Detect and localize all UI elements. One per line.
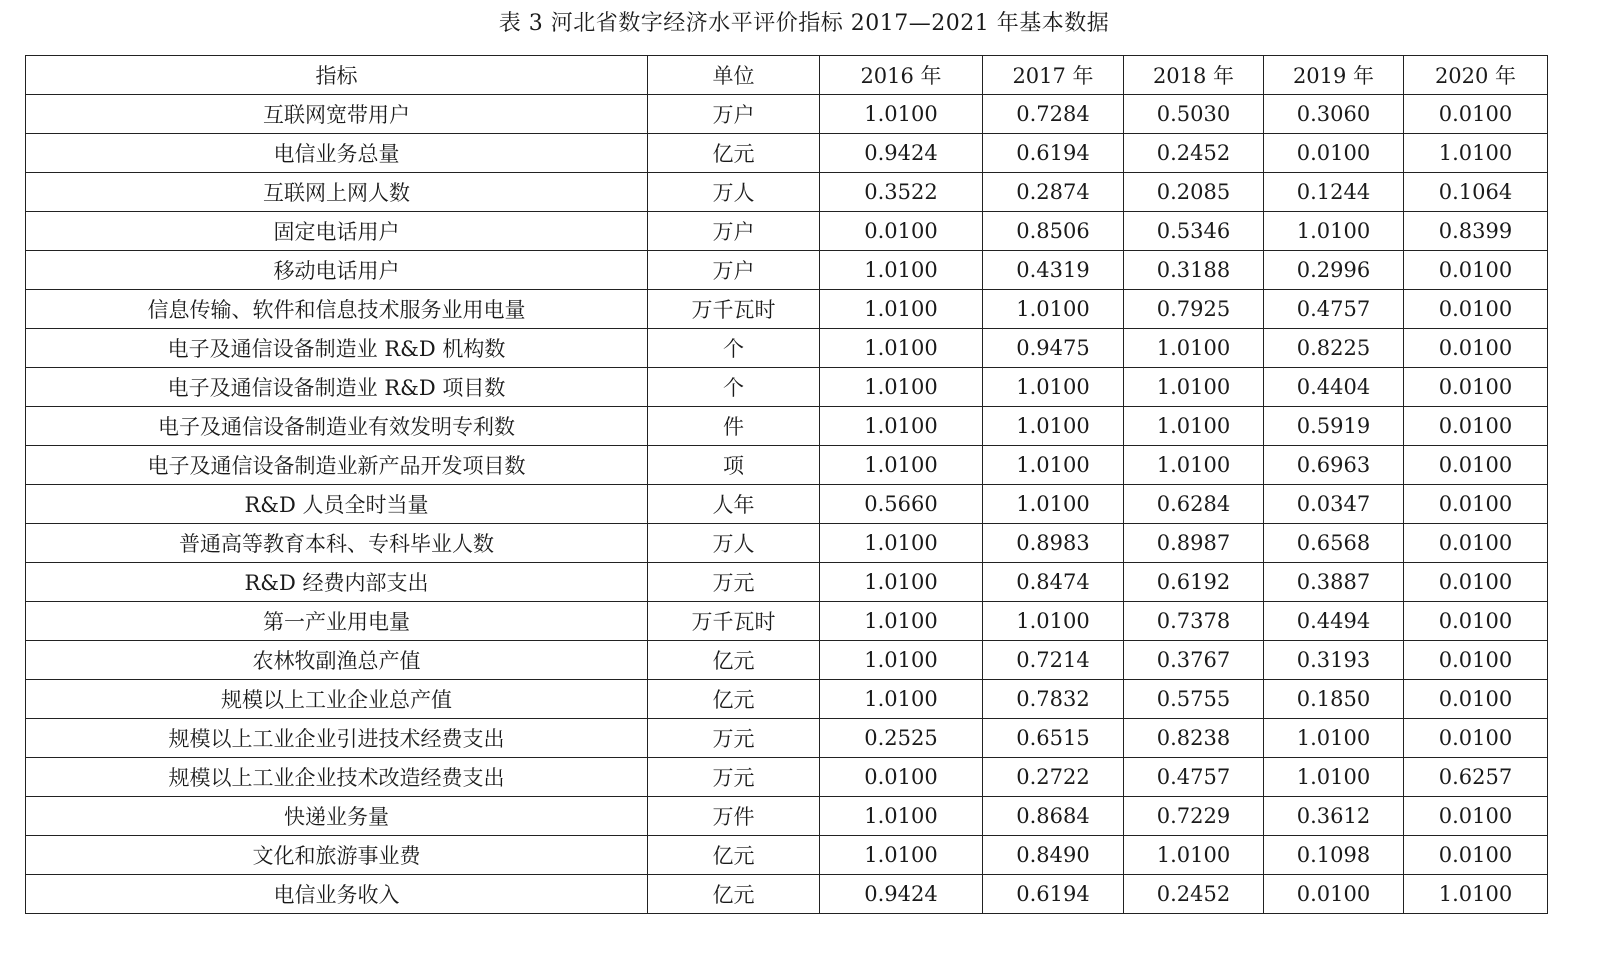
indicator-cell: 信息传输、软件和信息技术服务业用电量: [26, 290, 648, 329]
value-cell: 0.4757: [1264, 290, 1404, 329]
value-cell: 0.2452: [1124, 134, 1264, 173]
table-row: [26, 875, 1548, 914]
value-cell: 1.0100: [820, 563, 983, 602]
unit-cell: 万户: [648, 212, 820, 251]
value-cell: 1.0100: [1404, 875, 1548, 914]
indicator-cell: 快递业务量: [26, 797, 648, 836]
value-cell: 0.8506: [983, 212, 1124, 251]
value-cell: 0.6257: [1404, 758, 1548, 797]
indicator-cell: 移动电话用户: [26, 251, 648, 290]
indicator-cell: 普通高等教育本科、专科毕业人数: [26, 524, 648, 563]
unit-cell: 万元: [648, 758, 820, 797]
value-cell: 0.0100: [1404, 563, 1548, 602]
value-cell: 0.0100: [1404, 524, 1548, 563]
value-cell: 0.0100: [1404, 641, 1548, 680]
value-cell: 1.0100: [820, 641, 983, 680]
value-cell: 1.0100: [1264, 719, 1404, 758]
value-cell: 0.8987: [1124, 524, 1264, 563]
value-cell: 1.0100: [983, 407, 1124, 446]
value-cell: 0.1244: [1264, 173, 1404, 212]
unit-cell: 项: [648, 446, 820, 485]
value-cell: 0.2996: [1264, 251, 1404, 290]
value-cell: 1.0100: [1124, 368, 1264, 407]
indicator-cell: 电子及通信设备制造业 R&D 机构数: [26, 329, 648, 368]
value-cell: 0.8225: [1264, 329, 1404, 368]
value-cell: 0.0100: [1404, 329, 1548, 368]
value-cell: 1.0100: [820, 680, 983, 719]
data-table: [25, 55, 1548, 914]
value-cell: 0.2452: [1124, 875, 1264, 914]
unit-cell: 万户: [648, 95, 820, 134]
value-cell: 0.0100: [1404, 797, 1548, 836]
value-cell: 0.0100: [1404, 719, 1548, 758]
header-year-1: 2016 年: [820, 56, 983, 95]
value-cell: 0.4494: [1264, 602, 1404, 641]
value-cell: 1.0100: [1124, 329, 1264, 368]
indicator-cell: 规模以上工业企业技术改造经费支出: [26, 758, 648, 797]
header-indicator: 指标: [26, 56, 648, 95]
table-row: [26, 680, 1548, 719]
header-unit: 单位: [648, 56, 820, 95]
table-row: [26, 212, 1548, 251]
table-row: [26, 173, 1548, 212]
value-cell: 0.3767: [1124, 641, 1264, 680]
unit-cell: 个: [648, 368, 820, 407]
table-row: [26, 251, 1548, 290]
value-cell: 1.0100: [820, 290, 983, 329]
value-cell: 0.0100: [1404, 446, 1548, 485]
unit-cell: 亿元: [648, 875, 820, 914]
unit-cell: 万千瓦时: [648, 602, 820, 641]
unit-cell: 个: [648, 329, 820, 368]
table-row: [26, 134, 1548, 173]
value-cell: 0.6515: [983, 719, 1124, 758]
table-body: [26, 95, 1548, 914]
value-cell: 1.0100: [820, 407, 983, 446]
value-cell: 0.0100: [1404, 485, 1548, 524]
value-cell: 1.0100: [1124, 407, 1264, 446]
value-cell: 1.0100: [820, 797, 983, 836]
value-cell: 0.8474: [983, 563, 1124, 602]
value-cell: 0.6963: [1264, 446, 1404, 485]
value-cell: 1.0100: [1404, 134, 1548, 173]
indicator-cell: 电信业务总量: [26, 134, 648, 173]
value-cell: 1.0100: [983, 485, 1124, 524]
unit-cell: 亿元: [648, 134, 820, 173]
value-cell: 1.0100: [820, 329, 983, 368]
value-cell: 0.7925: [1124, 290, 1264, 329]
value-cell: 0.3887: [1264, 563, 1404, 602]
value-cell: 0.0100: [1404, 836, 1548, 875]
value-cell: 1.0100: [820, 602, 983, 641]
value-cell: 1.0100: [983, 290, 1124, 329]
table-row: [26, 797, 1548, 836]
indicator-cell: R&D 经费内部支出: [26, 563, 648, 602]
value-cell: 0.9475: [983, 329, 1124, 368]
value-cell: 0.6194: [983, 875, 1124, 914]
table-row: [26, 641, 1548, 680]
value-cell: 0.1064: [1404, 173, 1548, 212]
value-cell: 0.1850: [1264, 680, 1404, 719]
value-cell: 0.4757: [1124, 758, 1264, 797]
unit-cell: 万元: [648, 563, 820, 602]
table-row: [26, 368, 1548, 407]
unit-cell: 万千瓦时: [648, 290, 820, 329]
value-cell: 0.2874: [983, 173, 1124, 212]
value-cell: 0.3522: [820, 173, 983, 212]
unit-cell: 万人: [648, 524, 820, 563]
table-row: [26, 758, 1548, 797]
header-year-5: 2020 年: [1404, 56, 1548, 95]
value-cell: 0.5030: [1124, 95, 1264, 134]
value-cell: 0.1098: [1264, 836, 1404, 875]
unit-cell: 人年: [648, 485, 820, 524]
value-cell: 0.8684: [983, 797, 1124, 836]
value-cell: 0.2085: [1124, 173, 1264, 212]
value-cell: 0.9424: [820, 134, 983, 173]
unit-cell: 万户: [648, 251, 820, 290]
indicator-cell: R&D 人员全时当量: [26, 485, 648, 524]
indicator-cell: 文化和旅游事业费: [26, 836, 648, 875]
value-cell: 0.3612: [1264, 797, 1404, 836]
value-cell: 1.0100: [820, 251, 983, 290]
value-cell: 0.0347: [1264, 485, 1404, 524]
value-cell: 0.8983: [983, 524, 1124, 563]
value-cell: 1.0100: [820, 95, 983, 134]
unit-cell: 万元: [648, 719, 820, 758]
indicator-cell: 规模以上工业企业引进技术经费支出: [26, 719, 648, 758]
value-cell: 1.0100: [983, 446, 1124, 485]
table-row: [26, 95, 1548, 134]
value-cell: 1.0100: [1124, 836, 1264, 875]
header-year-3: 2018 年: [1124, 56, 1264, 95]
value-cell: 0.2525: [820, 719, 983, 758]
value-cell: 0.5660: [820, 485, 983, 524]
value-cell: 0.7229: [1124, 797, 1264, 836]
table-caption: 表 3 河北省数字经济水平评价指标 2017—2021 年基本数据: [498, 11, 1110, 36]
value-cell: 0.7378: [1124, 602, 1264, 641]
table-row: [26, 719, 1548, 758]
value-cell: 0.5919: [1264, 407, 1404, 446]
header-year-2: 2017 年: [983, 56, 1124, 95]
value-cell: 0.6192: [1124, 563, 1264, 602]
table-row: [26, 290, 1548, 329]
value-cell: 0.0100: [1404, 680, 1548, 719]
indicator-cell: 农林牧副渔总产值: [26, 641, 648, 680]
table-row: [26, 485, 1548, 524]
unit-cell: 件: [648, 407, 820, 446]
value-cell: 0.5346: [1124, 212, 1264, 251]
indicator-cell: 固定电话用户: [26, 212, 648, 251]
value-cell: 0.0100: [1404, 368, 1548, 407]
table-row: [26, 446, 1548, 485]
table-row: [26, 524, 1548, 563]
value-cell: 1.0100: [820, 446, 983, 485]
table-row: [26, 602, 1548, 641]
unit-cell: 亿元: [648, 836, 820, 875]
indicator-cell: 电信业务收入: [26, 875, 648, 914]
unit-cell: 亿元: [648, 641, 820, 680]
value-cell: 0.6194: [983, 134, 1124, 173]
value-cell: 0.8490: [983, 836, 1124, 875]
value-cell: 1.0100: [820, 836, 983, 875]
value-cell: 0.7284: [983, 95, 1124, 134]
indicator-cell: 互联网上网人数: [26, 173, 648, 212]
value-cell: 0.3193: [1264, 641, 1404, 680]
value-cell: 1.0100: [820, 524, 983, 563]
value-cell: 0.3188: [1124, 251, 1264, 290]
value-cell: 0.4319: [983, 251, 1124, 290]
value-cell: 0.3060: [1264, 95, 1404, 134]
value-cell: 0.0100: [1404, 290, 1548, 329]
value-cell: 1.0100: [983, 602, 1124, 641]
indicator-cell: 规模以上工业企业总产值: [26, 680, 648, 719]
value-cell: 0.4404: [1264, 368, 1404, 407]
value-cell: 0.9424: [820, 875, 983, 914]
unit-cell: 万人: [648, 173, 820, 212]
table-row: [26, 329, 1548, 368]
indicator-cell: 电子及通信设备制造业有效发明专利数: [26, 407, 648, 446]
unit-cell: 万件: [648, 797, 820, 836]
indicator-cell: 电子及通信设备制造业新产品开发项目数: [26, 446, 648, 485]
table-row: [26, 836, 1548, 875]
header-row: [26, 56, 1548, 95]
value-cell: 1.0100: [1264, 212, 1404, 251]
value-cell: 0.0100: [820, 758, 983, 797]
value-cell: 1.0100: [820, 368, 983, 407]
value-cell: 0.0100: [820, 212, 983, 251]
value-cell: 0.2722: [983, 758, 1124, 797]
indicator-cell: 电子及通信设备制造业 R&D 项目数: [26, 368, 648, 407]
value-cell: 0.5755: [1124, 680, 1264, 719]
indicator-cell: 互联网宽带用户: [26, 95, 648, 134]
indicator-cell: 第一产业用电量: [26, 602, 648, 641]
value-cell: 0.0100: [1264, 875, 1404, 914]
value-cell: 0.7832: [983, 680, 1124, 719]
value-cell: 1.0100: [983, 368, 1124, 407]
value-cell: 0.6568: [1264, 524, 1404, 563]
value-cell: 0.8238: [1124, 719, 1264, 758]
value-cell: 0.0100: [1264, 134, 1404, 173]
table-row: [26, 563, 1548, 602]
value-cell: 1.0100: [1264, 758, 1404, 797]
value-cell: 0.0100: [1404, 407, 1548, 446]
table-row: [26, 407, 1548, 446]
value-cell: 0.0100: [1404, 95, 1548, 134]
value-cell: 0.0100: [1404, 602, 1548, 641]
value-cell: 0.0100: [1404, 251, 1548, 290]
header-year-4: 2019 年: [1264, 56, 1404, 95]
value-cell: 1.0100: [1124, 446, 1264, 485]
value-cell: 0.8399: [1404, 212, 1548, 251]
value-cell: 0.6284: [1124, 485, 1264, 524]
value-cell: 0.7214: [983, 641, 1124, 680]
unit-cell: 亿元: [648, 680, 820, 719]
